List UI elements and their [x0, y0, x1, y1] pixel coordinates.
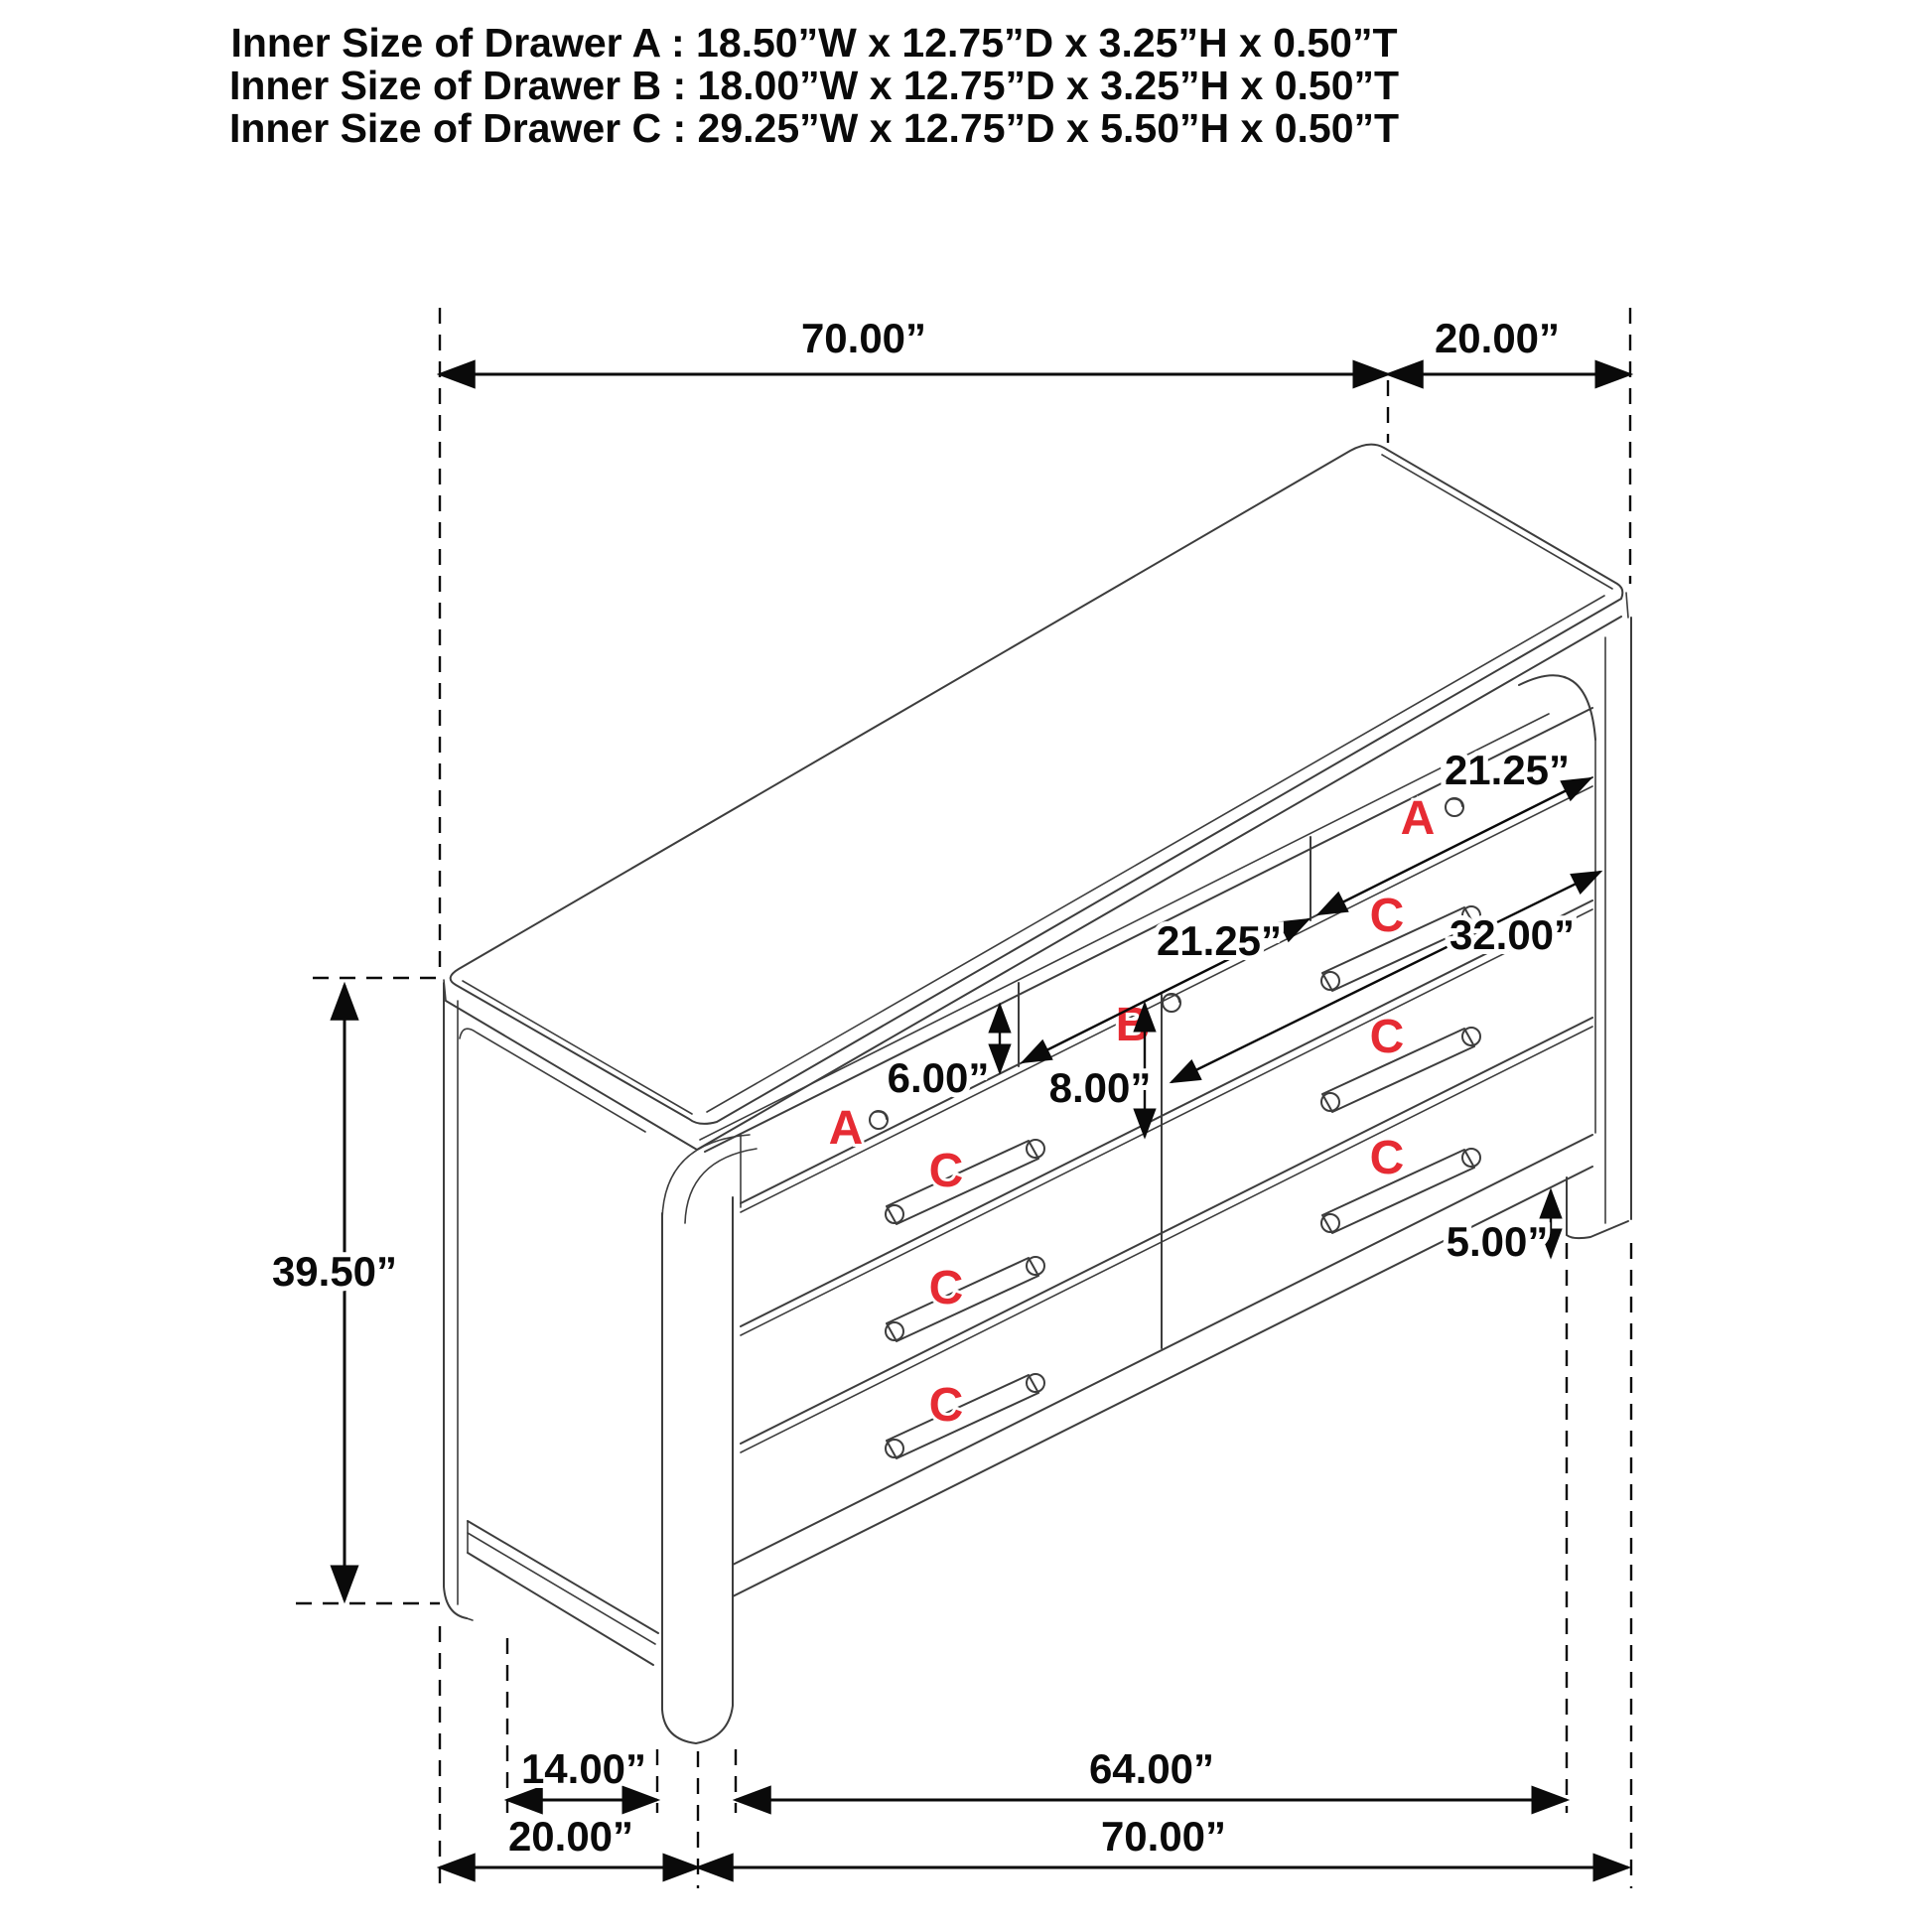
back-left-foot-bottom [467, 1618, 473, 1620]
dim-label-top-width: 70.00” [800, 315, 927, 361]
dim-label-bottom-width: 70.00” [1100, 1813, 1227, 1860]
dim-label-inner-width: 64.00” [1088, 1745, 1215, 1792]
top-corner-right-thickness [1626, 593, 1628, 618]
drawer-letter-labels [829, 792, 1436, 1432]
dim-label-c-height: 8.00” [1048, 1064, 1152, 1111]
dim-label-c-width: 32.00” [1449, 911, 1576, 958]
drawer-label-c-right-2: C [1369, 1011, 1405, 1063]
dresser-drawing [444, 445, 1631, 1743]
stile-curve-inner [685, 1149, 757, 1223]
knob-a-right [1446, 798, 1463, 816]
left-side-rail-face [468, 1533, 655, 1644]
front-left-leg [662, 1197, 733, 1743]
c1-gap-line [741, 909, 1592, 1335]
drawer-label-c-left-2: C [928, 1262, 964, 1314]
dim-label-a-height: 6.00” [887, 1054, 990, 1101]
drawer-label-c-right-3: C [1369, 1132, 1405, 1184]
right-stile-corner [1519, 675, 1595, 740]
dim-label-leg-height: 5.00” [1446, 1218, 1549, 1265]
drawer-label-a-left: A [828, 1102, 864, 1155]
dim-label-a-width: 21.25” [1444, 747, 1571, 793]
knob-a-left [870, 1111, 888, 1129]
left-panel-top-edge [460, 1029, 645, 1132]
dim-label-top-depth: 20.00” [1434, 315, 1561, 361]
left-panel-back-edge-outer [444, 983, 467, 1618]
header-drawer-a-size: Inner Size of Drawer A : 18.50”W x 12.75”D x 3.25”H x 0.50”T [230, 20, 1398, 66]
top-underside-front-edge [697, 617, 1621, 1150]
handle-c-left-3 [886, 1374, 1044, 1458]
stile-curve-outer [662, 1135, 750, 1219]
drawer-label-b: B [1115, 999, 1151, 1051]
top-edge-roundover-left [463, 981, 692, 1114]
header-drawer-b-size: Inner Size of Drawer B : 18.00”W x 12.75”D x 3.25”H x 0.50”T [228, 63, 1400, 108]
header-block [229, 20, 1399, 151]
left-side-rail-bottom [468, 1553, 653, 1665]
handle-c-left-2 [886, 1257, 1044, 1341]
dim-label-b-width: 21.25” [1156, 917, 1283, 964]
header-drawer-c-size: Inner Size of Drawer C : 29.25”W x 12.75”D x 5.50”H x 0.50”T [228, 105, 1400, 151]
top-underside-left-edge [446, 1001, 697, 1150]
drawer-label-c-right-1: C [1369, 890, 1405, 942]
dim-label-leg-gap: 14.00” [520, 1745, 647, 1792]
right-leg-bottom [1567, 1221, 1628, 1238]
top-edge-roundover-front [707, 596, 1604, 1112]
dimension-annotations [272, 308, 1631, 1888]
row1-gap-line [741, 786, 1592, 1212]
drawer-label-a-right: A [1400, 792, 1436, 845]
drawer-label-c-left-1: C [928, 1145, 964, 1197]
top-edge-roundover-right [1382, 455, 1612, 589]
dim-label-overall-height: 39.50” [271, 1248, 398, 1295]
dim-label-bottom-depth: 20.00” [507, 1813, 634, 1860]
left-side-rail-top [468, 1521, 658, 1633]
drawer-label-c-left-3: C [928, 1379, 964, 1432]
handle-c-left-1 [886, 1140, 1044, 1224]
